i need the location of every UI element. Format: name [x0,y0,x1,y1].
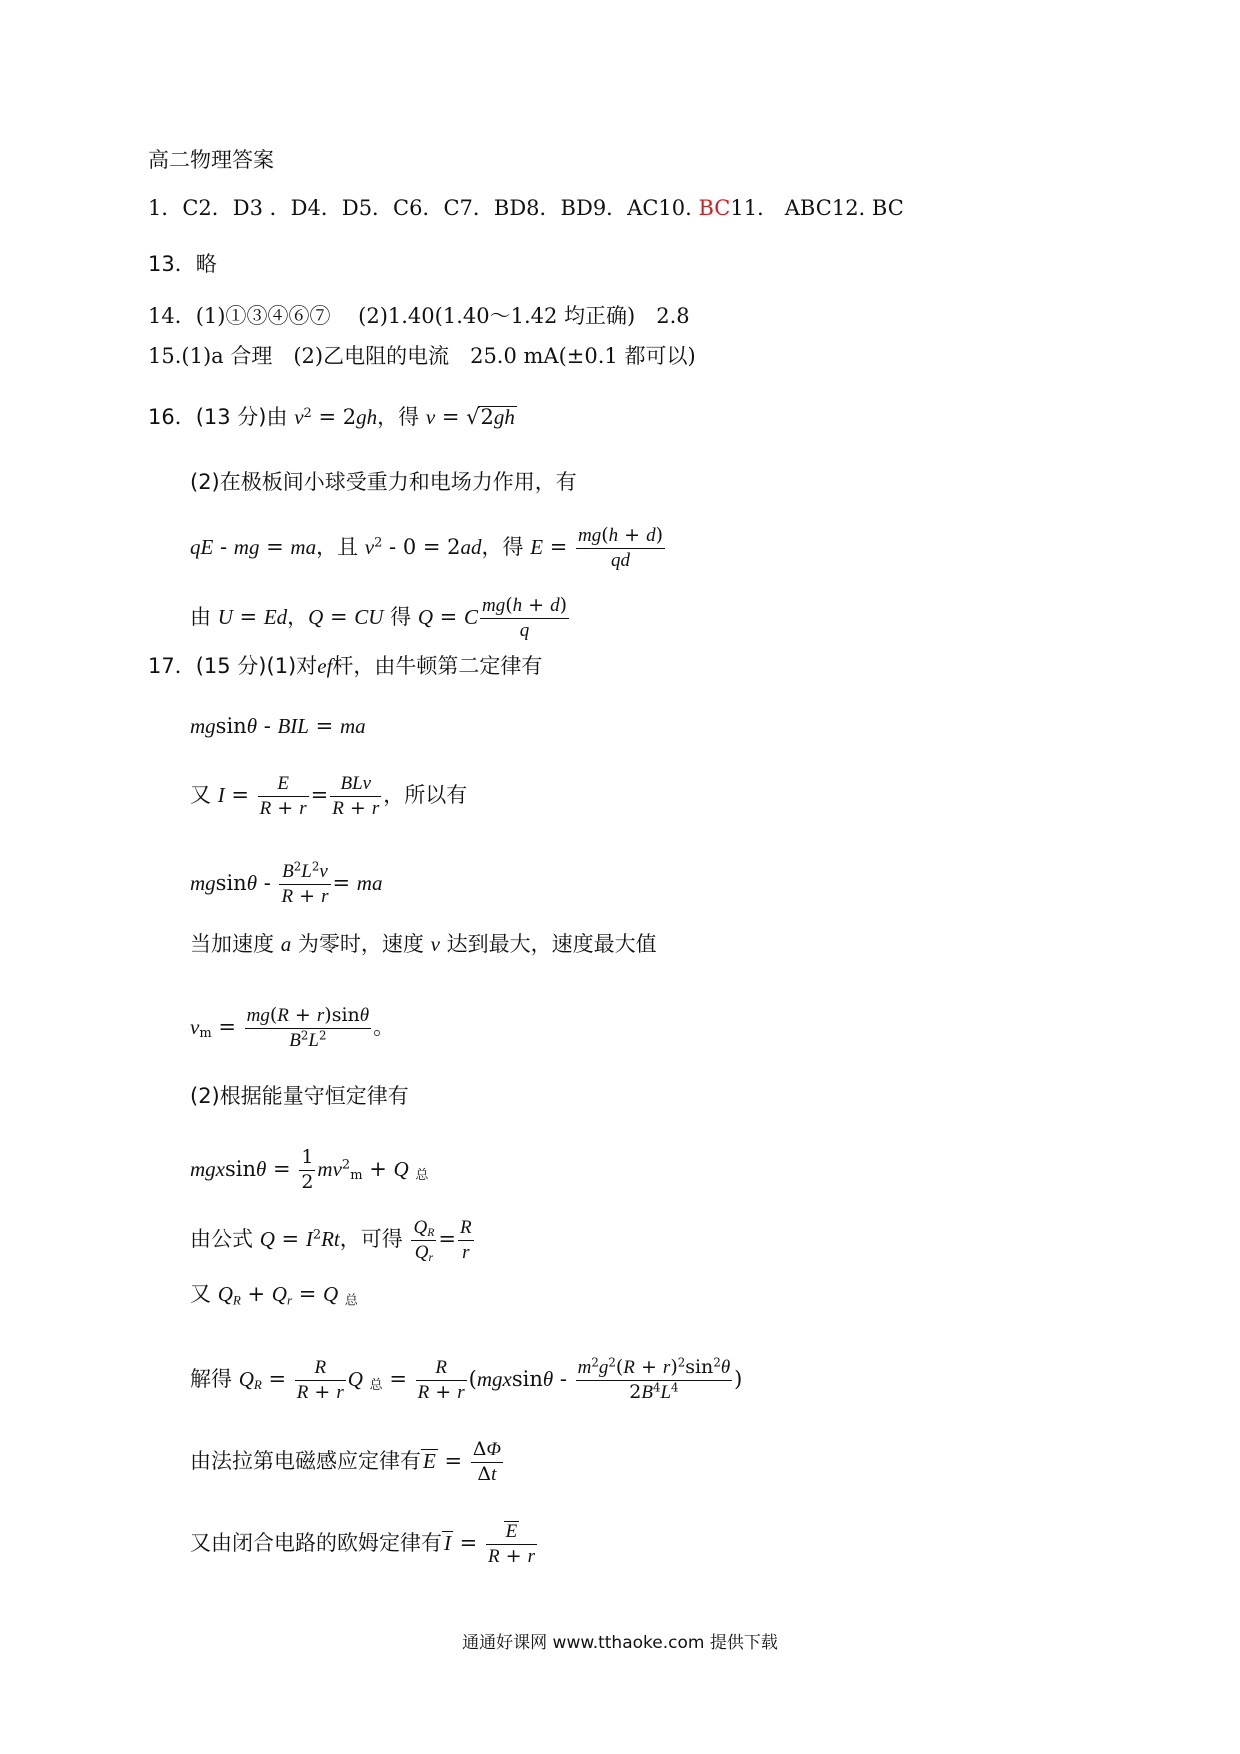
answers-part1: 1．C2．D3 ．D4．D5．C6．C7．BD8．BD9．AC10. [148,196,699,220]
answer-10-highlight: BC [698,196,731,220]
answer-17-qr-result: 解得 $Q_R$ = $\frac{R}{R + r}$ Q $_总$ = $\frac{R}{R + r}$ (mgxsinθ - $\frac{m^2g^2(R + r)^2\sin^2\theta}{2B^4L^4}$ ) [190,1355,743,1403]
fraction-q: $\frac{mg(h + d)}{q}$ [481,594,568,641]
q16-text-you: 由 [190,604,211,629]
q16-prefix: 16．(13 分)由 [148,405,288,429]
answers-part2: 11． ABC12. BC [730,196,904,220]
answer-15: 15.(1)a 合理 (2)乙电阻的电流 25.0 mA(±0.1 都可以) [148,344,696,368]
q16-text-de3: 得 [390,604,412,629]
answer-17-max-speed-text: 当加速度 a 为零时，速度 v 达到最大，速度最大值 [190,932,657,956]
answer-key-line [148,198,904,219]
answer-17-joule-eq: 由公式 $Q = I^2Rt$，可得 $\frac{Q_R}{Q_r}$ = $\frac{R}{r}$ [190,1217,472,1264]
q16-text-de: ，得 [377,405,420,429]
answer-16-eq1: qE - mg = ma，且 $v^2 - 0 = 2ad$，得 E = $\frac{mg(h + d)}{qd}$ [190,524,664,571]
answer-16-part2: (2)在极板间小球受重力和电场力作用，有 [190,470,577,494]
q17-text-suoyi: ，所以有 [383,782,468,807]
answer-17-ohm: 又由闭合电路的欧姆定律有I = $\frac{E}{R + r}$ [190,1521,535,1567]
answer-17-energy-eq: mgxsinθ = $\frac{1}{2}$ $mv^2_m + Q$ $_总$ [190,1146,429,1193]
answer-13: 13．略 [148,252,217,276]
fraction-e: $\frac{mg(h + d)}{qd}$ [577,524,664,571]
q17-text-you: 又 [190,782,211,807]
answer-14: 14．(1)①③④⑥⑦ (2)1.40(1.40～1.42 均正确) 2.8 [148,304,690,328]
answer-17-heat-sum: 又 $Q_R + Q_r = Q$ $_总$ [190,1282,358,1309]
q17-prefix: 17．(15 分)(1)对 [148,654,318,678]
answer-17-faraday: 由法拉第电磁感应定律有E = $\frac{\Delta\Phi}{\Delta t}$ [190,1438,501,1485]
answer-17-vm: $v_m$ = $\frac{mg(R + r)\sin\theta}{B^2L^2}$ 。 [190,1004,395,1051]
q16-text-de2: ，得 [481,534,524,559]
q17-text-gan: 杆，由牛顿第二定律有 [332,654,543,678]
page-footer: 通通好课网 www.tthaoke.com 提供下载 [462,1633,778,1653]
answer-16-line1: 16．(13 分)由 $v^2 = 2gh$，得 v = √2gh [148,405,515,429]
page-title: 高二物理答案 [148,148,274,172]
answer-17-eq2: 又 I = $\frac{E}{R + r}$ = $\frac{\text{BLv}}{R + r}$ ，所以有 [190,773,468,819]
answer-17-eq3: mgsinθ - $\frac{B^2L^2v}{R + r}$ = ma [190,859,383,907]
answer-17-part2: (2)根据能量守恒定律有 [190,1084,409,1108]
answer-16-eq2: 由 U = Ed，Q = CU 得 Q = C $\frac{mg(h + d)}{q}$ [190,594,568,641]
q16-text-qie: ，且 [316,534,359,559]
answer-17-eq1: mgsinθ - BIL = ma [190,714,366,738]
answer-17-line1: 17．(15 分)(1)对ef杆，由牛顿第二定律有 [148,654,543,678]
